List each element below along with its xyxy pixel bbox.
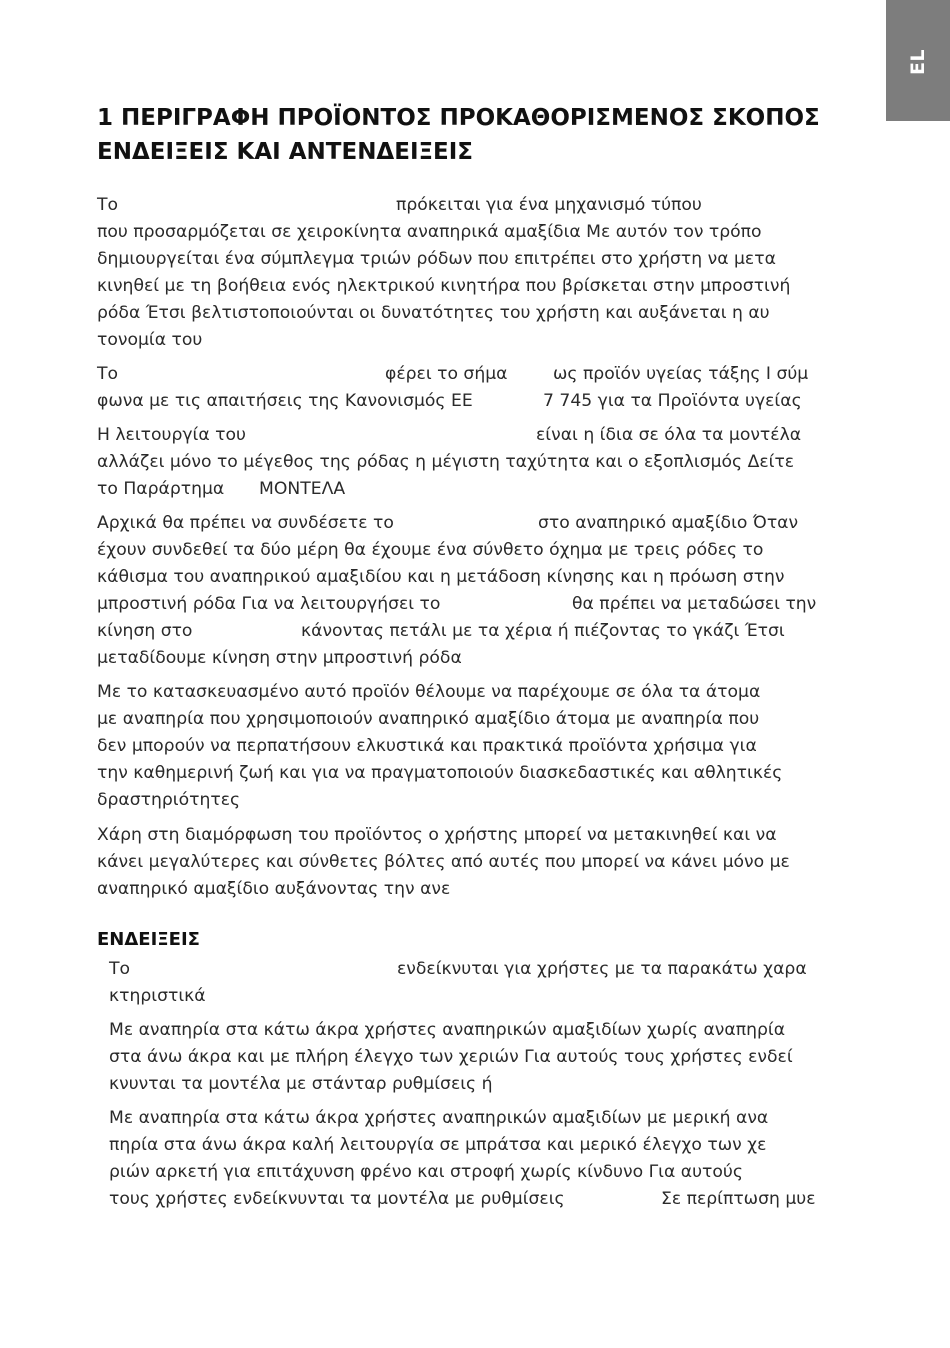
- text-line: μεταδίδουμε κίνηση στην μπροστινή ρόδα: [97, 648, 462, 668]
- text-line: Με αναπηρία στα κάτω άκρα χρήστες αναπηρικών αμαξιδίων χωρίς αναπηρία: [109, 1020, 786, 1040]
- text-line: Με αναπηρία στα κάτω άκρα χρήστες αναπηρικών αμαξιδίων με μερική ανα: [109, 1108, 769, 1128]
- text-line: [97, 361, 835, 388]
- text-line: ρόδα Έτσι βελτιστοποιούνται οι δυνατότητες του χρήστη και αυξάνεται η αυ: [97, 303, 770, 323]
- text-line: δημιουργείται ένα σύμπλεγμα τριών ρόδων που επιτρέπει στο χρήστη να μετα: [97, 249, 776, 269]
- text-line: [97, 591, 835, 618]
- text-segment: φέρει το σήμα: [385, 364, 508, 384]
- section-title-line-1: 1 ΠΕΡΙΓΡΑΦΗ ΠΡΟΪΟΝΤΟΣ ΠΡΟΚΑΘΟΡΙΣΜΕΝΟΣ ΣΚΟΠΟΣ: [97, 105, 820, 131]
- text-segment: ενδείκνυται για χρήστες με τα παρακάτω χαρα: [397, 959, 807, 979]
- text-segment: φωνα με τις απαιτήσεις της Κανονισμός ΕΕ: [97, 391, 473, 411]
- text-line: κάνει μεγαλύτερες και σύνθετες βόλτες από αυτές που μπορεί να κάνει μόνο με: [97, 852, 790, 872]
- indications-item-1: [109, 1017, 835, 1098]
- text-line: δεν μπορούν να περπατήσουν ελκυστικά και πρακτικά προϊόντα χρήσιμα για: [97, 736, 757, 756]
- text-segment: στο αναπηρικό αμαξίδιο Όταν: [538, 513, 799, 533]
- text-line: [97, 510, 835, 537]
- text-segment: το Παράρτημα: [97, 479, 225, 499]
- text-line: δραστηριότητες: [97, 790, 241, 810]
- text-line: [97, 388, 835, 415]
- text-line: αλλάζει μόνο το μέγεθος της ρόδας η μέγιστη ταχύτητα και ο εξοπλισμός Δείτε: [97, 452, 795, 472]
- text-line: [109, 1186, 835, 1213]
- text-segment: ΜΟΝΤΕΛΑ: [259, 479, 346, 499]
- text-segment: Το: [97, 195, 119, 215]
- text-segment: Η λειτουργία του: [97, 425, 246, 445]
- text-segment: Σε περίπτωση μυε: [661, 1189, 816, 1209]
- text-line: Χάρη στη διαμόρφωση του προϊόντος ο χρήστης μπορεί να μετακινηθεί και να: [97, 825, 777, 845]
- text-line: στα άνω άκρα και με πλήρη έλεγχο των χεριών Για αυτούς τους χρήστες ενδεί: [109, 1047, 793, 1067]
- language-tab: [886, 0, 950, 121]
- text-line: κτηριστικά: [109, 986, 206, 1006]
- paragraph-purpose: [97, 679, 835, 814]
- text-line: [97, 422, 835, 449]
- text-line: [97, 618, 835, 645]
- text-segment: θα πρέπει να μεταδώσει την: [572, 594, 817, 614]
- paragraph-connection: [97, 510, 835, 672]
- section-title-line-2: ΕΝΔΕΙΞΕΙΣ ΚΑΙ ΑΝΤΕΝΔΕΙΞΕΙΣ: [97, 139, 474, 165]
- text-line: πηρία στα άνω άκρα καλή λειτουργία σε μπράτσα και μερικό έλεγχο των χε: [109, 1135, 767, 1155]
- indications-item-2: [109, 1105, 835, 1213]
- text-segment: πρόκειται για ένα μηχανισμό τύπου: [396, 195, 702, 215]
- text-line: κνυνται τα μοντέλα με στάνταρ ρυθμίσεις ή: [109, 1074, 493, 1094]
- text-segment: τους χρήστες ενδείκνυνται τα μοντέλα με ρυθμίσεις: [109, 1189, 565, 1209]
- text-line: [109, 956, 835, 983]
- text-segment: κίνηση στο: [97, 621, 193, 641]
- text-line: [97, 476, 835, 503]
- paragraph-configuration: [97, 822, 835, 903]
- text-line: την καθημερινή ζωή και για να πραγματοποιούν διασκεδαστικές και αθλητικές: [97, 763, 783, 783]
- text-segment: κάνοντας πετάλι με τα χέρια ή πιέζοντας το γκάζι Έτσι: [301, 621, 785, 641]
- text-line: τονομία του: [97, 330, 203, 350]
- text-segment: μπροστινή ρόδα Για να λειτουργήσει το: [97, 594, 441, 614]
- text-segment: Το: [109, 959, 131, 979]
- text-segment: είναι η ίδια σε όλα τα μοντέλα: [536, 425, 802, 445]
- indications-heading: ΕΝΔΕΙΞΕΙΣ: [97, 929, 200, 950]
- text-segment: 7 745 για τα Προϊόντα υγείας: [543, 391, 802, 411]
- paragraph-operation: [97, 422, 835, 503]
- section-title: [97, 101, 857, 169]
- text-line: ριών αρκετή για επιτάχυνση φρένο και στροφή χωρίς κίνδυνο Για αυτούς: [109, 1162, 743, 1182]
- text-line: αναπηρικό αμαξίδιο αυξάνοντας την ανε: [97, 879, 451, 899]
- text-line: που προσαρμόζεται σε χειροκίνητα αναπηρικά αμαξίδια Με αυτόν τον τρόπο: [97, 222, 762, 242]
- paragraph-ce-marking: [97, 361, 835, 415]
- text-line: έχουν συνδεθεί τα δύο μέρη θα έχουμε ένα σύνθετο όχημα με τρεις ρόδες το: [97, 540, 764, 560]
- text-segment: Αρχικά θα πρέπει να συνδέσετε το: [97, 513, 394, 533]
- text-line: με αναπηρία που χρησιμοποιούν αναπηρικό αμαξίδιο άτομα με αναπηρία που: [97, 709, 760, 729]
- paragraph-description: [97, 192, 835, 354]
- text-line: κάθισμα του αναπηρικού αμαξιδίου και η μετάδοση κίνησης και η πρόωση στην: [97, 567, 785, 587]
- text-segment: Το: [97, 364, 119, 384]
- language-code: EL: [907, 48, 929, 76]
- text-line: κινηθεί με τη βοήθεια ενός ηλεκτρικού κινητήρα που βρίσκεται στην μπροστινή: [97, 276, 791, 296]
- text-segment: ως προϊόν υγείας τάξης Ι σύμ: [553, 364, 809, 384]
- indications-intro: [109, 956, 835, 1010]
- text-line: [97, 192, 835, 219]
- text-line: Με το κατασκευασμένο αυτό προϊόν θέλουμε να παρέχουμε σε όλα τα άτομα: [97, 682, 761, 702]
